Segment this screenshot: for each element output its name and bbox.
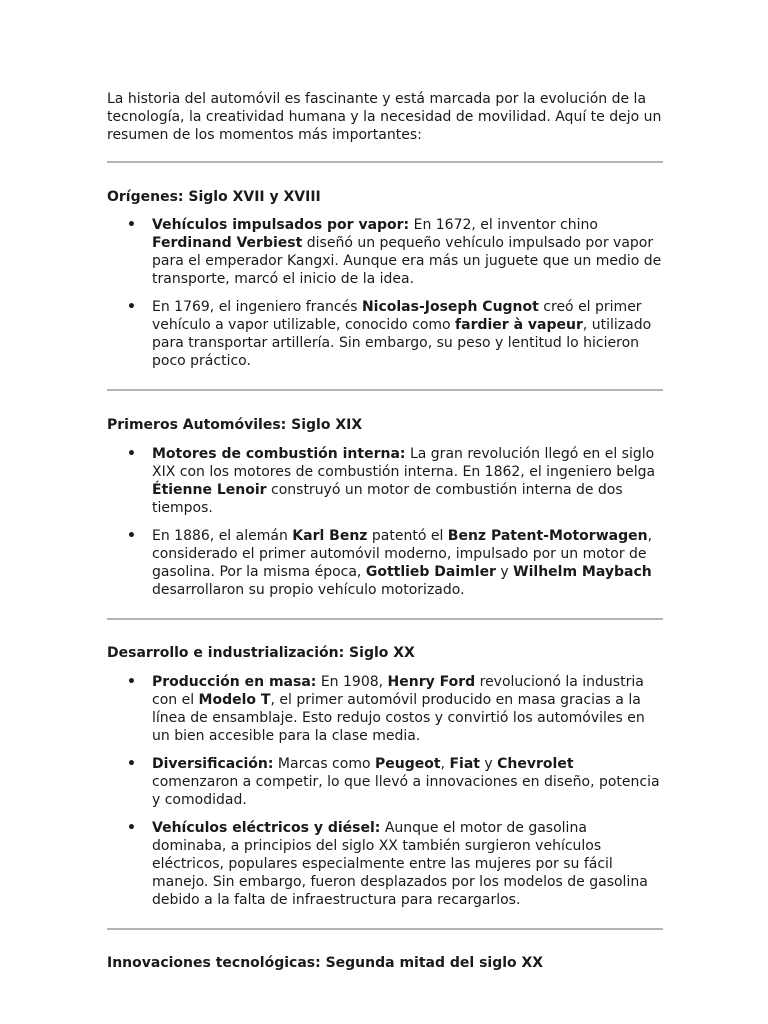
bold-text: Chevrolet (497, 756, 574, 772)
bullet-icon: • (127, 217, 136, 233)
list-item (107, 216, 663, 288)
bullet-icon: • (127, 674, 136, 690)
text-run: patentó el (367, 528, 448, 544)
text-run: revolucionó la industria con el (152, 674, 644, 708)
section-heading: Primeros Automóviles: Siglo XIX (107, 417, 363, 433)
bold-text: Gottlieb Daimler (365, 564, 496, 580)
bold-text: Benz Patent-Motorwagen (447, 528, 648, 544)
list-item (107, 298, 663, 370)
bullet-icon: • (127, 820, 136, 836)
text-run: comenzaron a competir, lo que llevó a innovaciones en diseño, potencia y comodidad. (152, 774, 660, 808)
text-run: , el primer automóvil producido en masa gracias a la línea de ensamblaje. Esto redujo costos y convirtió los automóviles en un bien accesible para la clase media. (152, 692, 645, 744)
bold-text: fardier à vapeur (455, 317, 583, 333)
text-run: , (440, 756, 450, 772)
bold-text: Nicolas-Joseph Cugnot (361, 299, 539, 315)
bold-text: Motores de combustión interna: (152, 446, 406, 462)
list-item (107, 445, 663, 517)
section-divider (107, 618, 663, 620)
bullet-icon: • (127, 528, 136, 544)
section-list (107, 445, 663, 599)
text-run: y (479, 756, 498, 772)
text-run: En 1672, el inventor chino (409, 217, 598, 233)
document-body (107, 90, 663, 972)
sections-container (107, 161, 663, 972)
section-list (107, 673, 663, 909)
text-run: diseñó un pequeño vehículo impulsado por vapor para el emperador Kangxi. Aunque era más un juguete que un medio de transporte, marcó el inicio de la idea. (152, 235, 662, 287)
text-run: creó el primer vehículo a vapor utilizable, conocido como (152, 299, 642, 333)
bold-text: Wilhelm Maybach (513, 564, 652, 580)
intro-paragraph: La historia del automóvil es fascinante y está marcada por la evolución de la tecnología, la creatividad humana y la necesidad de movilidad. Aquí te dejo un resumen de los momentos más importantes: (107, 91, 662, 143)
text-run: En 1908, (316, 674, 388, 690)
section-divider (107, 928, 663, 930)
bullet-icon: • (127, 756, 136, 772)
bold-text: Ferdinand Verbiest (152, 235, 303, 251)
bold-text: Producción en masa: (152, 674, 317, 690)
bullet-icon: • (127, 299, 136, 315)
section-divider (107, 161, 663, 163)
text-run: construyó un motor de combustión interna de dos tiempos. (152, 482, 623, 516)
section-list (107, 216, 663, 370)
bold-text: Peugeot (374, 756, 441, 772)
list-item (107, 755, 663, 809)
list-item (107, 819, 663, 909)
section-heading: Innovaciones tecnológicas: Segunda mitad del siglo XX (107, 955, 544, 971)
bold-text: Diversificación: (152, 756, 274, 772)
text-run: En 1886, el alemán (152, 528, 293, 544)
text-run: Aunque el motor de gasolina dominaba, a principios del siglo XX también surgieron vehículos eléctricos, populares especialmente entre las mujeres por su fácil manejo. Sin embargo, fueron desplazados por los modelos de gasolina debido a la falta de infraestructura para recargarlos. (152, 820, 648, 908)
bold-text: Fiat (449, 756, 480, 772)
text-run: , utilizado para transportar artillería. Sin embargo, su peso y lentitud lo hicieron poco práctico. (152, 317, 652, 369)
text-run: Marcas como (273, 756, 375, 772)
bold-text: Vehículos impulsados por vapor: (152, 217, 410, 233)
list-item (107, 673, 663, 745)
text-run: En 1769, el ingeniero francés (152, 299, 362, 315)
text-run: desarrollaron su propio vehículo motorizado. (152, 582, 465, 598)
list-item (107, 527, 663, 599)
section-heading: Desarrollo e industrialización: Siglo XX (107, 645, 415, 661)
bold-text: Henry Ford (387, 674, 476, 690)
text-run: La gran revolución llegó en el siglo XIX con los motores de combustión interna. En 1862, el ingeniero belga (152, 446, 656, 480)
section-divider (107, 389, 663, 391)
bold-text: Modelo T (198, 692, 271, 708)
bullet-icon: • (127, 446, 136, 462)
bold-text: Étienne Lenoir (152, 482, 267, 498)
bold-text: Vehículos eléctricos y diésel: (152, 820, 381, 836)
text-run: y (495, 564, 514, 580)
bold-text: Karl Benz (292, 528, 368, 544)
text-run: , considerado el primer automóvil moderno, impulsado por un motor de gasolina. Por la misma época, (152, 528, 653, 580)
section-heading: Orígenes: Siglo XVII y XVIII (107, 189, 321, 205)
